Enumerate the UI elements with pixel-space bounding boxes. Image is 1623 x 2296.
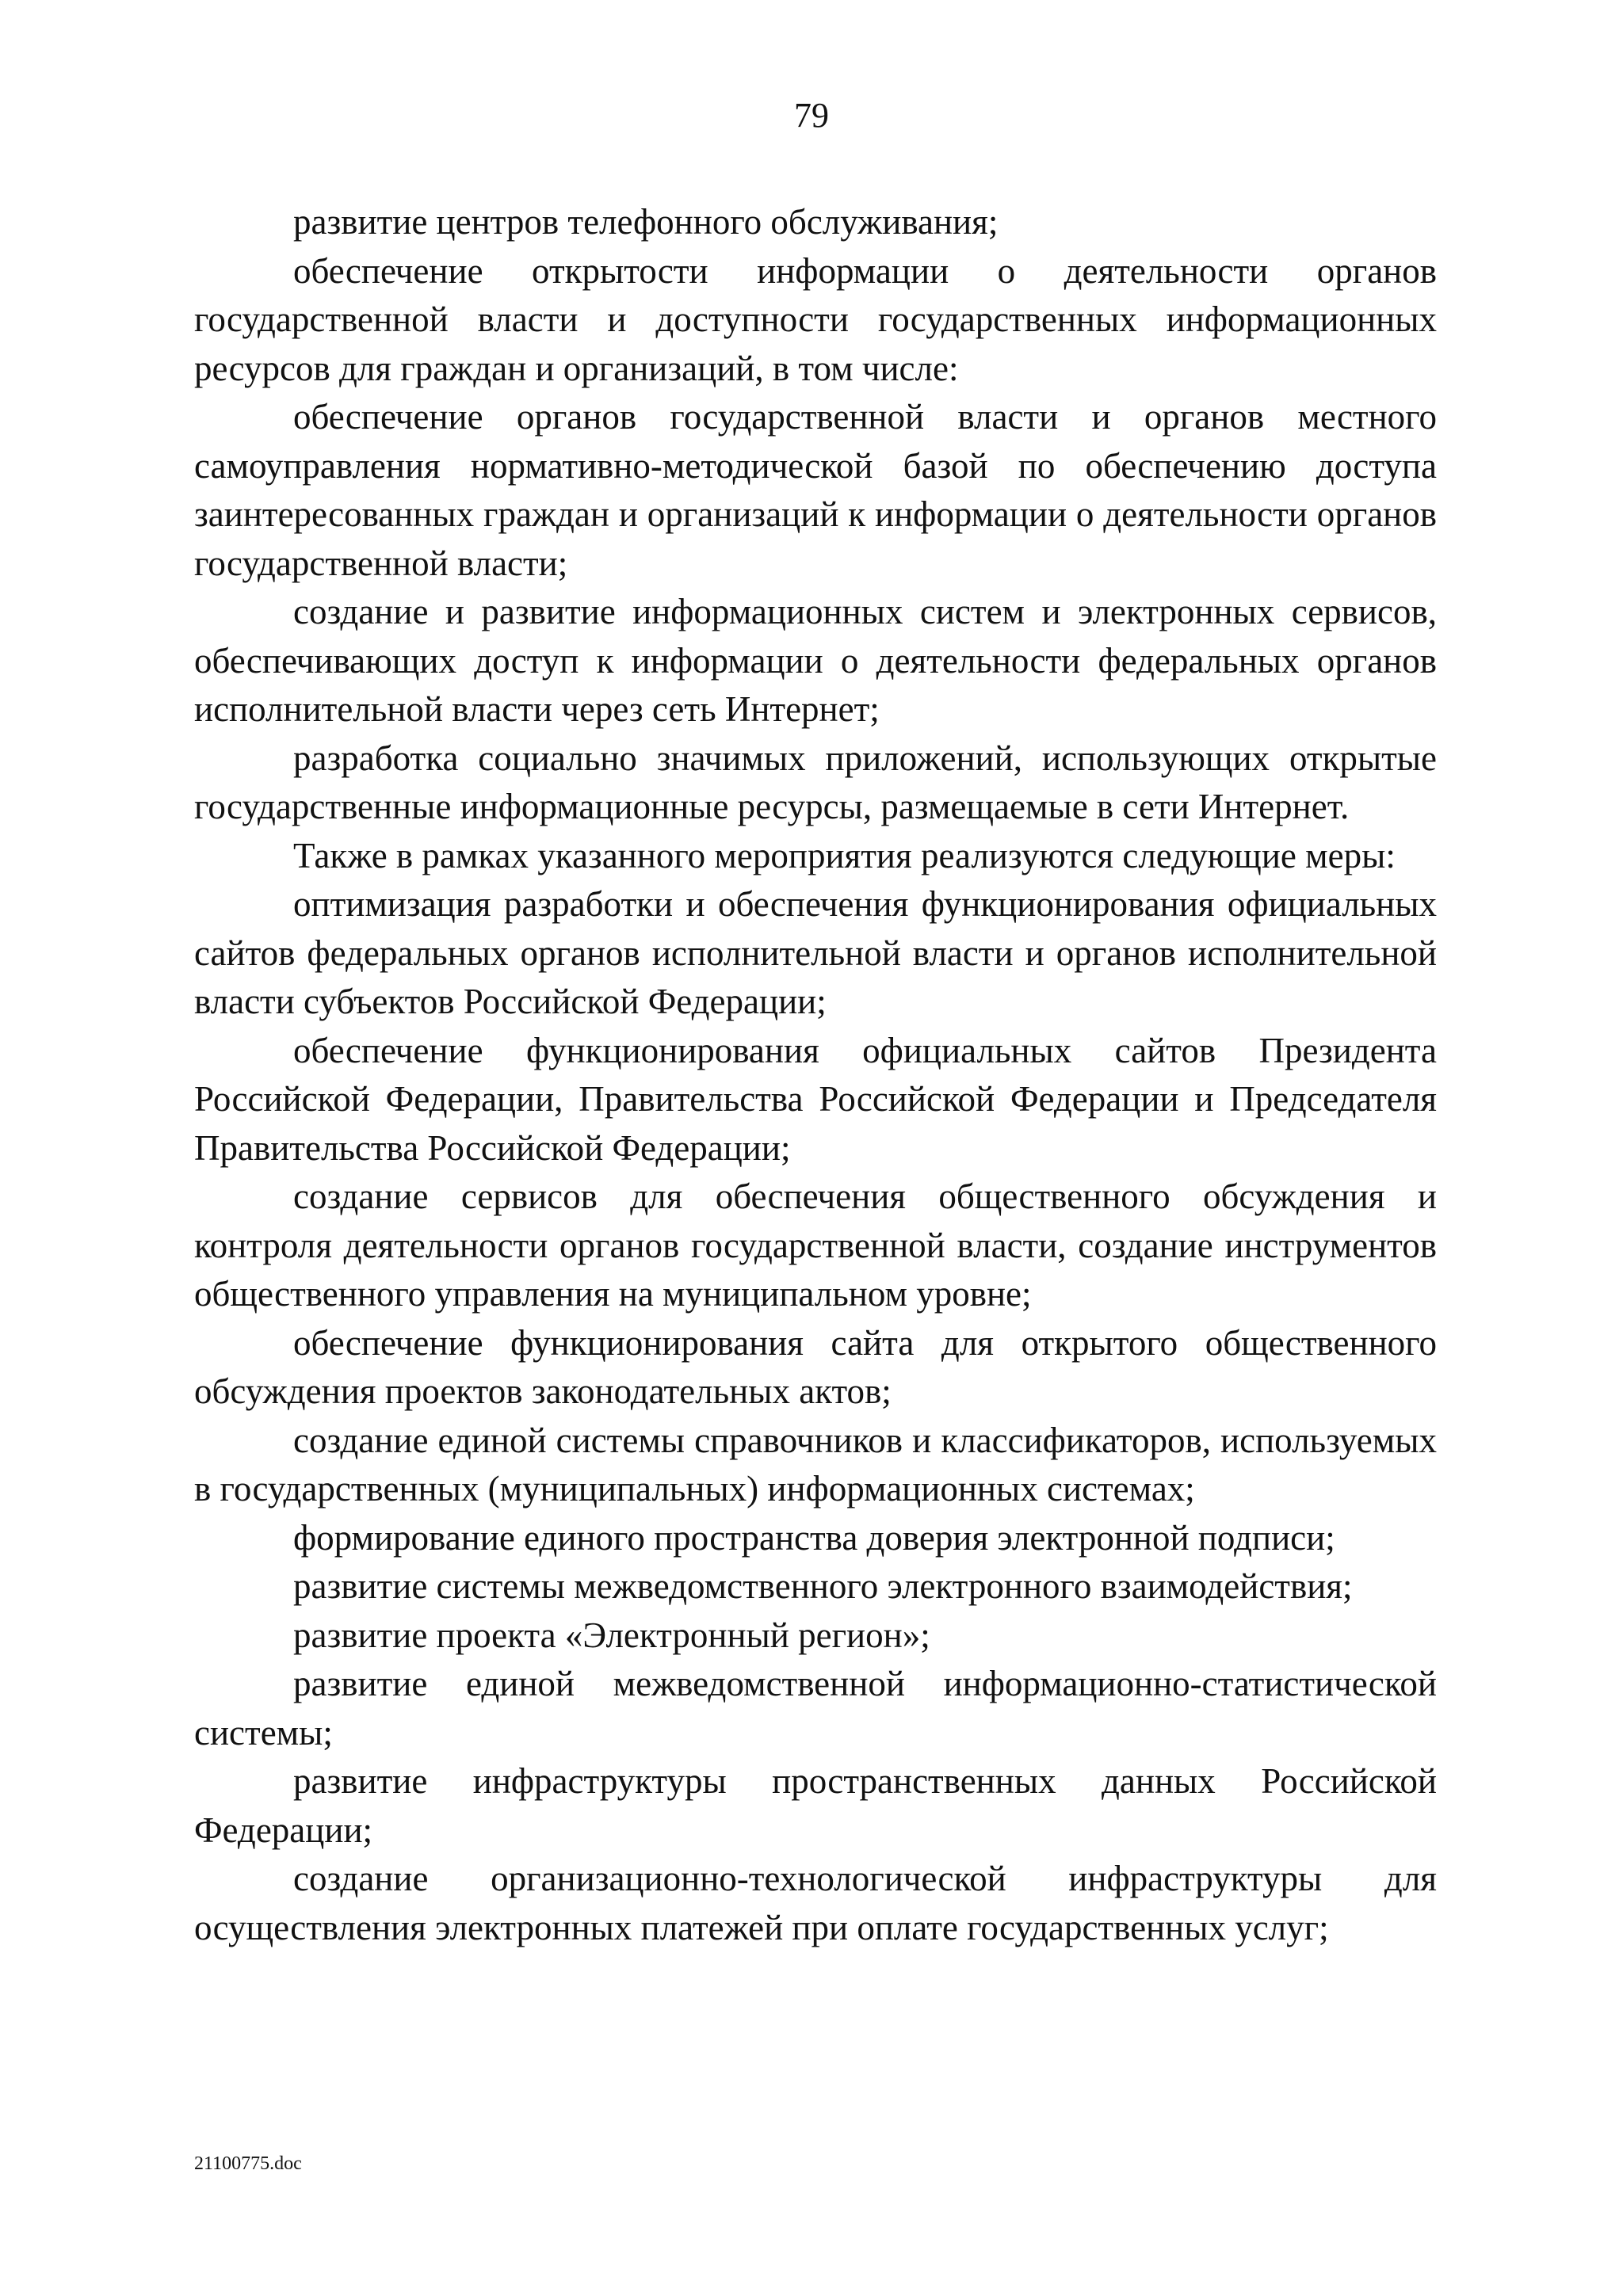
page-number: 79 [794,96,829,135]
paragraph: обеспечение органов государственной власти и органов местного самоуправления нормативно-методической базой по обеспечению доступа заинтересованных граждан и организаций к информации о деятельности органов государственной власти; [194,397,1437,583]
paragraph: Также в рамках указанного мероприятия реализуются следующие меры: [293,835,1396,875]
paragraph: развитие единой межведомственной информационно-статистической системы; [194,1664,1437,1753]
paragraph: обеспечение функционирования сайта для открытого общественного обсуждения проектов законодательных актов; [194,1322,1437,1411]
paragraph: создание и развитие информационных систем и электронных сервисов, обеспечивающих доступ к информации о деятельности федеральных органов исполнительной власти через сеть Интернет; [194,592,1437,729]
paragraph: создание организационно-технологической инфраструктуры для осуществления электронных платежей при оплате государственных услуг; [194,1859,1437,1947]
paragraph: развитие центров телефонного обслуживания; [293,202,999,242]
paragraph: обеспечение открытости информации о деятельности органов государственной власти и доступности государственных информационных ресурсов для граждан и организаций, в том числе: [194,250,1437,388]
paragraph: формирование единого пространства доверия электронной подписи; [293,1517,1335,1558]
paragraph: развитие проекта «Электронный регион»; [293,1615,930,1655]
paragraph: развитие инфраструктуры пространственных данных Российской Федерации; [194,1761,1437,1850]
paragraph: создание единой системы справочников и классификаторов, используемых в государственных (муниципальных) информационных системах; [194,1420,1437,1508]
paragraph: разработка социально значимых приложений, использующих открытые государственные информационные ресурсы, размещаемые в сети Интернет. [194,738,1437,826]
document-body [194,198,1437,1952]
paragraph: создание сервисов для обеспечения общественного обсуждения и контроля деятельности органов государственной власти, создание инструментов общественного управления на муниципальном уровне; [194,1177,1437,1314]
document-filename: 21100775.doc [194,2153,302,2174]
paragraph: оптимизация разработки и обеспечения функционирования официальных сайтов федеральных органов исполнительной власти и органов исполнительной власти субъектов Российской Федерации; [194,884,1437,1021]
paragraph: обеспечение функционирования официальных сайтов Президента Российской Федерации, Правительства Российской Федерации и Председателя Правительства Российской Федерации; [194,1030,1437,1168]
paragraph: развитие системы межведомственного электронного взаимодействия; [293,1566,1353,1606]
